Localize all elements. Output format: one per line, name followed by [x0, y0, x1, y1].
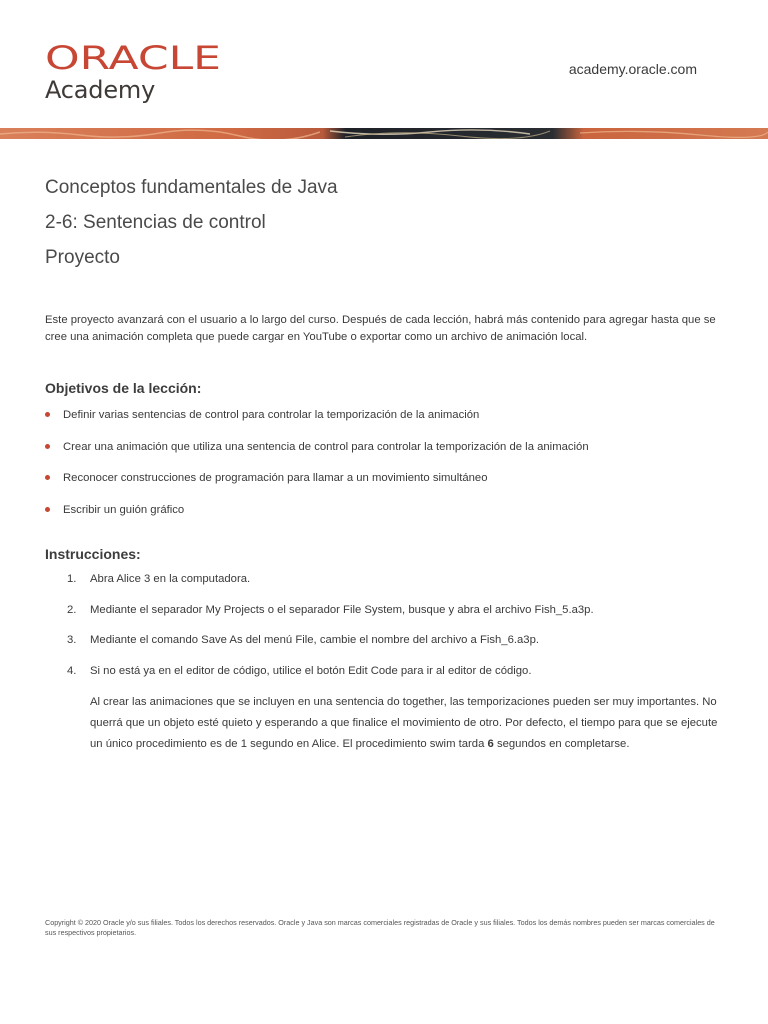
- objective-text: Crear una animación que utiliza una sentencia de control para controlar la temporización de la animación: [63, 440, 589, 453]
- list-item: [60, 661, 740, 692]
- list-item: [45, 468, 735, 500]
- swim-duration: 6: [487, 738, 494, 750]
- logo-subtitle: Academy: [45, 76, 156, 104]
- instructions-heading: Instrucciones:: [45, 546, 141, 562]
- lesson-title: 2-6: Sentencias de control: [45, 212, 266, 233]
- bullet-icon: [45, 444, 50, 449]
- step-text: Abra Alice 3 en la computadora.: [90, 573, 251, 585]
- document-title: [45, 170, 338, 275]
- document-type: Proyecto: [45, 247, 120, 268]
- list-item: [45, 405, 735, 437]
- list-item: [45, 437, 735, 469]
- step-number: 2.: [67, 603, 77, 616]
- bullet-icon: [45, 507, 50, 512]
- step-text: Si no está ya en el editor de código, utilice el botón Edit Code para ir al editor de código.: [90, 664, 532, 677]
- objective-text: Reconocer construcciones de programación para llamar a un movimiento simultáneo: [63, 472, 488, 484]
- objectives-list: [45, 405, 735, 531]
- objective-text: Escribir un guión gráfico: [63, 503, 185, 516]
- course-title: Conceptos fundamentales de Java: [45, 177, 338, 198]
- oracle-academy-logo: [45, 42, 221, 104]
- site-url: academy.oracle.com: [568, 61, 697, 77]
- step-number: 4.: [67, 664, 77, 677]
- list-item: [60, 630, 740, 661]
- step-text: Mediante el comando Save As del menú File, cambie el nombre del archivo a Fish_6.a3p.: [90, 634, 539, 646]
- decorative-banner: [0, 128, 768, 139]
- step-text: Mediante el separador My Projects o el separador File System, busque y abra el archivo Fish_5.a3p.: [90, 603, 594, 616]
- list-item: [60, 569, 740, 600]
- bullet-icon: [45, 475, 50, 480]
- timing-note-end: segundos en completarse.: [493, 738, 630, 750]
- objective-text: Definir varias sentencias de control para controlar la temporización de la animación: [63, 409, 480, 421]
- objectives-heading: Objetivos de la lección:: [45, 380, 202, 396]
- step-number: 1.: [67, 573, 77, 585]
- oracle-logo-text: ORACLE: [45, 42, 221, 72]
- bullet-icon: [45, 412, 50, 417]
- instructions-list: [60, 569, 740, 691]
- copyright-footer: Copyright © 2020 Oracle y/o sus filiales. Todos los derechos reservados. Oracle y Java son marcas comerciales registradas de Oracle y sus filiales. Todos los demás nombres pueden ser marcas comerciales de sus respectivos propietarios.: [45, 918, 715, 937]
- step-number: 3.: [67, 634, 77, 646]
- oracle-logo: [45, 42, 221, 72]
- list-item: [60, 600, 740, 631]
- list-item: [45, 500, 735, 532]
- intro-paragraph: Este proyecto avanzará con el usuario a lo largo del curso. Después de cada lección, habrá más contenido para agregar hasta que se cree una animación completa que puede cargar en YouTube o exportar como un archivo de animación local.: [45, 314, 716, 343]
- timing-note: [90, 692, 730, 755]
- timing-note-text: Al crear las animaciones que se incluyen en una sentencia do together, las temporizaciones pueden ser muy importantes. No querrá que un objeto esté quieto y esperando a que finalice el movimiento de otro. Por defecto, el tiempo para que se ejecute un único procedimiento es de 1 segundo en Alice. El procedimiento swim tarda: [90, 696, 718, 750]
